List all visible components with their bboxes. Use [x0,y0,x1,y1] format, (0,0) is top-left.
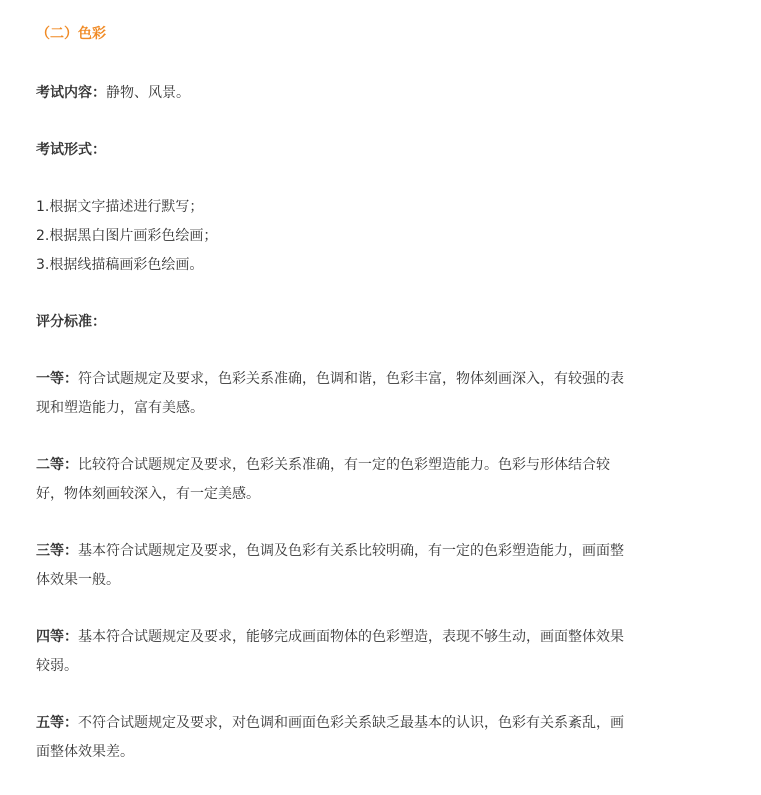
level-second-line: 好，物体刻画较深入，有一定美感。 [36,486,260,502]
spacer [36,337,726,365]
exam-form-item: 2.根据黑白图片画彩色绘画； [36,228,218,244]
exam-form-label: 考试形式： [36,142,106,158]
level-first-line [36,709,726,738]
exam-form-line [36,136,726,165]
level-paragraph [36,537,726,595]
level-paragraph [36,365,726,423]
level-label: 二等： [36,457,78,473]
level-paragraph [36,623,726,681]
scoring-line [36,308,726,337]
level-paragraph [36,451,726,509]
level-label: 三等： [36,543,78,559]
spacer [36,165,726,193]
level-label: 一等： [36,371,78,387]
spacer [36,280,726,308]
exam-content-line [36,79,726,108]
exam-content-label: 考试内容： [36,85,106,101]
level-first-line [36,537,726,566]
level-paragraph [36,709,726,767]
section-title: （二）色彩 [36,26,106,42]
level-first-line [36,623,726,652]
spacer [36,423,726,451]
spacer [36,681,726,709]
scoring-label: 评分标准： [36,314,106,330]
level-text: 不符合试题规定及要求，对色调和画面色彩关系缺乏最基本的认识，色彩有关系紊乱，画 [78,715,624,731]
exam-content-value: 静物、风景。 [106,85,190,101]
spacer [36,509,726,537]
level-text: 基本符合试题规定及要求，能够完成画面物体的色彩塑造，表现不够生动，画面整体效果 [78,629,624,645]
level-first-line [36,451,726,480]
level-second-line: 较弱。 [36,658,78,674]
level-second-line: 现和塑造能力，富有美感。 [36,400,204,416]
level-label: 五等： [36,715,78,731]
level-first-line [36,365,726,394]
spacer [36,46,726,79]
spacer [36,108,726,136]
level-text: 比较符合试题规定及要求，色彩关系准确，有一定的色彩塑造能力。色彩与形体结合较 [78,457,610,473]
level-second-line: 体效果一般。 [36,572,120,588]
exam-form-item: 1.根据文字描述进行默写； [36,199,204,215]
level-second-line: 面整体效果差。 [36,744,134,760]
exam-form-item: 3.根据线描稿画彩色绘画。 [36,257,204,273]
level-label: 四等： [36,629,78,645]
level-text: 基本符合试题规定及要求，色调及色彩有关系比较明确，有一定的色彩塑造能力，画面整 [78,543,624,559]
article-body [36,22,726,767]
spacer [36,595,726,623]
level-text: 符合试题规定及要求，色彩关系准确，色调和谐，色彩丰富，物体刻画深入，有较强的表 [78,371,624,387]
